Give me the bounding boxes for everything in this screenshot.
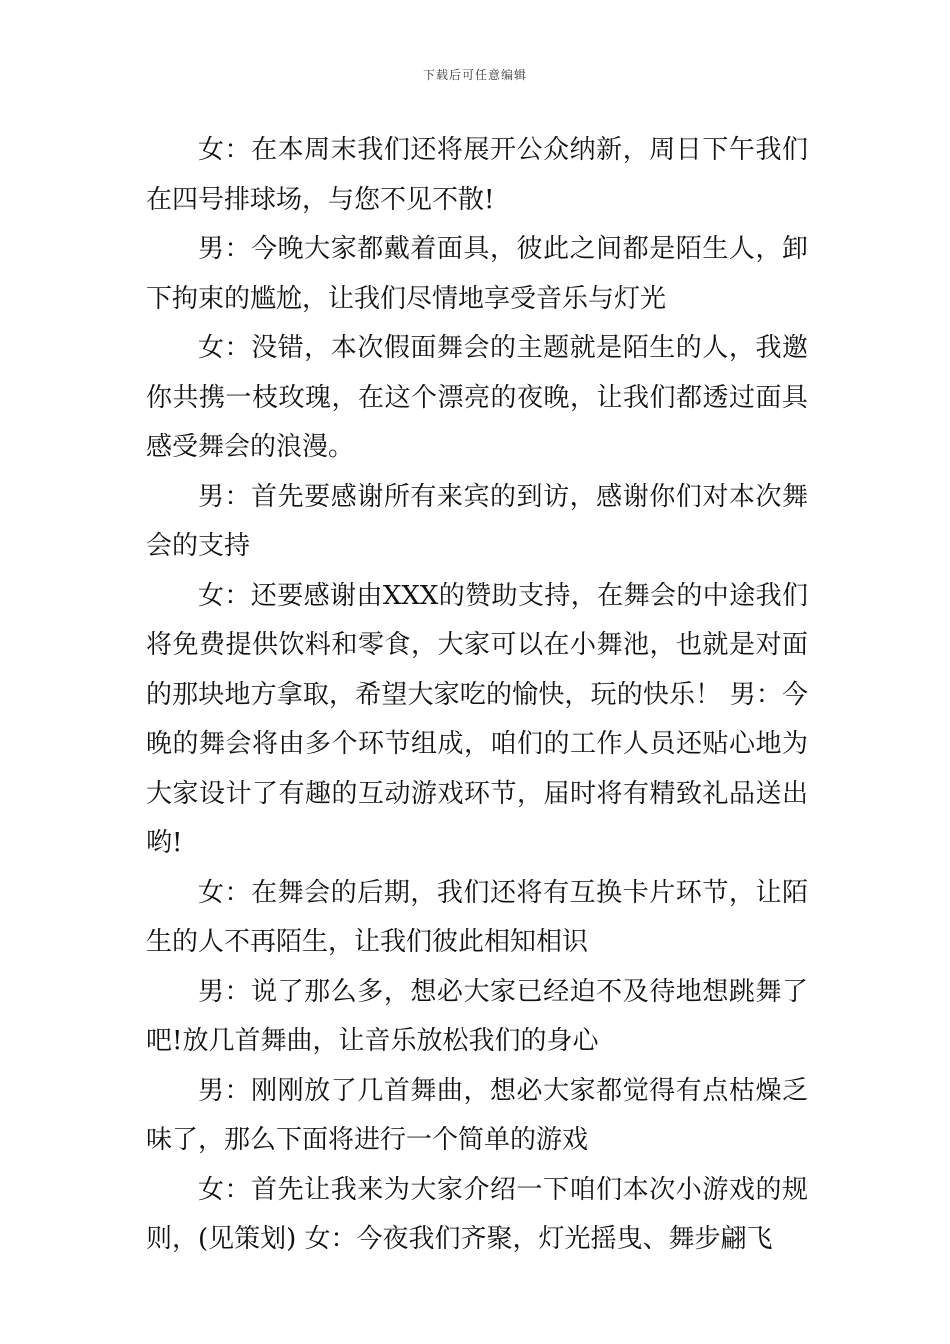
paragraph: 女：没错，本次假面舞会的主题就是陌生的人，我邀你共携一枝玫瑰，在这个漂亮的夜晚，让我们都透过面具感受舞会的浪漫。 [146, 333, 808, 462]
paragraph: 女：还要感谢由XXX的赞助支持，在舞会的中途我们将免费提供饮料和零食，大家可以在小舞池，也就是对面的那块地方拿取，希望大家吃的愉快，玩的快乐！ 男：今晚的舞会将由多个环节组成，咱们的工作人员还贴心地为大家设计了有趣的互动游戏环节，届时将有精致礼品送出哟! [146, 580, 808, 858]
paragraph: 女：在本周末我们还将展开公众纳新，周日下午我们在四号排球场，与您不见不散! [146, 135, 808, 215]
paragraph: 男：首先要感谢所有来宾的到访，感谢你们对本次舞会的支持 [146, 481, 808, 561]
paragraph: 男：说了那么多，想必大家已经迫不及待地想跳舞了吧!放几首舞曲，让音乐放松我们的身心 [146, 976, 808, 1056]
document-body [146, 126, 808, 1265]
paragraph: 男：今晚大家都戴着面具，彼此之间都是陌生人，卸下拘束的尴尬，让我们尽情地享受音乐与灯光 [146, 234, 808, 314]
paragraph: 女：首先让我来为大家介绍一下咱们本次小游戏的规则，(见策划) 女：今夜我们齐聚，灯光摇曳、舞步翩飞 [146, 1174, 808, 1254]
paragraph: 女：在舞会的后期，我们还将有互换卡片环节，让陌生的人不再陌生，让我们彼此相知相识 [146, 877, 808, 957]
header-note: 下载后可任意编辑 [422, 68, 527, 82]
paragraph: 男：刚刚放了几首舞曲，想必大家都觉得有点枯燥乏味了，那么下面将进行一个简单的游戏 [146, 1075, 808, 1155]
